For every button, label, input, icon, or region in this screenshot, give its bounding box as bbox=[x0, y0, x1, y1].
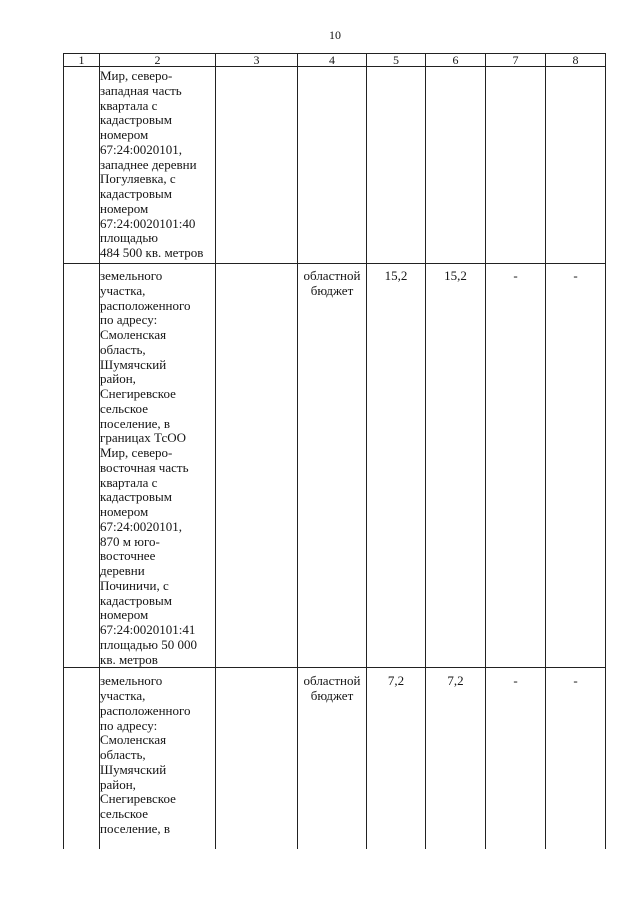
row-2-col-8-value: - bbox=[546, 264, 606, 668]
header-cell-3: 3 bbox=[216, 54, 298, 67]
row-1-description: Мир, северо- западная часть квартала с кадастровым номером 67:24:0020101, западнее деревни Погуляевка, с кадастровым номером 67:24:0020101:40 площадью 484 500 кв. метров bbox=[100, 67, 216, 264]
row-1-col-6 bbox=[426, 67, 486, 264]
row-1-col-7 bbox=[486, 67, 546, 264]
row-3-description: земельного участка, расположенного по адресу: Смоленская область, Шумячский район, Снегиревское сельское поселение, в bbox=[100, 668, 216, 849]
row-3-col-7-value: - bbox=[486, 668, 546, 849]
table-header-row bbox=[64, 54, 606, 67]
row-1-col-5 bbox=[367, 67, 426, 264]
row-3-funding-source: областной бюджет bbox=[298, 668, 367, 849]
header-cell-1: 1 bbox=[64, 54, 100, 67]
row-1-col-4 bbox=[298, 67, 367, 264]
table-row bbox=[64, 264, 606, 668]
row-3-col-5-value: 7,2 bbox=[367, 668, 426, 849]
row-2-col-5-value: 15,2 bbox=[367, 264, 426, 668]
header-cell-2: 2 bbox=[100, 54, 216, 67]
row-1-col-8 bbox=[546, 67, 606, 264]
row-3-col-6-value: 7,2 bbox=[426, 668, 486, 849]
row-3-col-8-value: - bbox=[546, 668, 606, 849]
row-2-col-6-value: 15,2 bbox=[426, 264, 486, 668]
row-3-col-3 bbox=[216, 668, 298, 849]
row-2-col-1 bbox=[64, 264, 100, 668]
document-table bbox=[63, 53, 606, 849]
row-1-col-1 bbox=[64, 67, 100, 264]
row-2-description: земельного участка, расположенного по адресу: Смоленская область, Шумячский район, Снегиревское сельское поселение, в границах ТсОО Мир, северо- восточная часть квартала с кадастровым номером 67:24:0020101, 870 м юго- восточнее деревни Починичи, с кадастровым номером 67:24:0020101:41 площадью 50 000 кв. метров bbox=[100, 264, 216, 668]
table-row bbox=[64, 67, 606, 264]
header-cell-4: 4 bbox=[298, 54, 367, 67]
row-2-col-3 bbox=[216, 264, 298, 668]
header-cell-8: 8 bbox=[546, 54, 606, 67]
header-cell-7: 7 bbox=[486, 54, 546, 67]
row-2-funding-source: областной бюджет bbox=[298, 264, 367, 668]
header-cell-6: 6 bbox=[426, 54, 486, 67]
table-row bbox=[64, 668, 606, 849]
row-2-col-7-value: - bbox=[486, 264, 546, 668]
page-number: 10 bbox=[329, 28, 341, 42]
row-1-col-3 bbox=[216, 67, 298, 264]
row-3-col-1 bbox=[64, 668, 100, 849]
header-cell-5: 5 bbox=[367, 54, 426, 67]
